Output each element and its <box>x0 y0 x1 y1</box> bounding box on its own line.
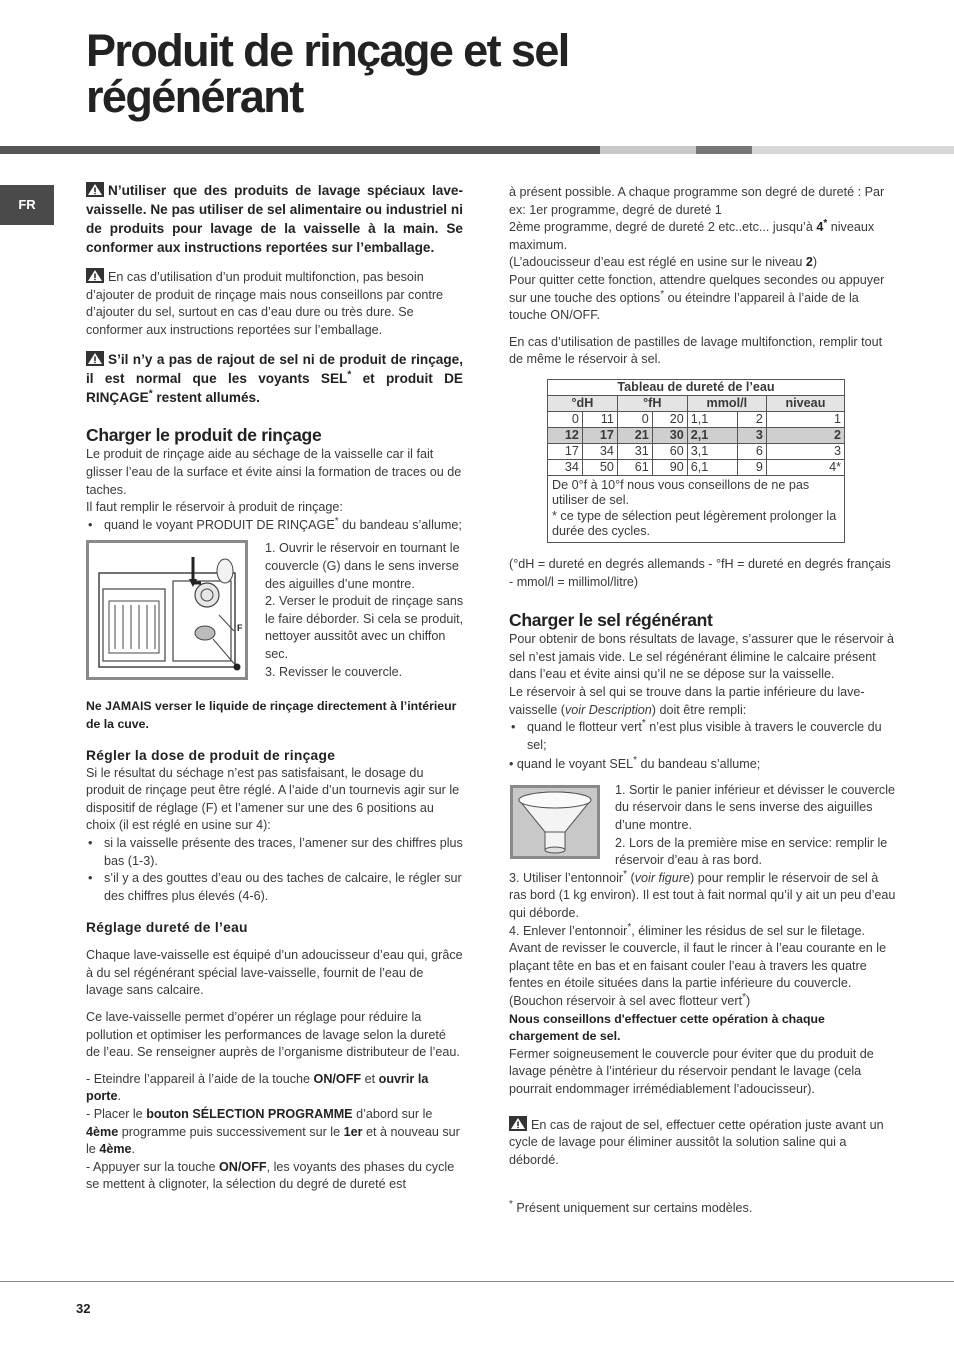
durete-step1 <box>86 1071 463 1106</box>
rinse-aid-illustration <box>89 543 245 677</box>
table-cell: 3,1 <box>687 443 737 459</box>
table-cell: 30 <box>652 427 687 443</box>
table-cell: 2 <box>738 411 767 427</box>
table-cell: 34 <box>582 443 617 459</box>
table-cell: 6 <box>738 443 767 459</box>
asterisk: * <box>660 288 665 300</box>
table-header: °dH <box>548 395 618 411</box>
page-number: 32 <box>76 1301 91 1316</box>
sel-p1: Pour obtenir de bons résultats de lavage, s’assurer que le réservoir à sel n’est jamais vide. Le sel régénérant élimine le calcaire présent dans l’eau et évite ainsi qu’il ne se dépose sur la vaisselle. <box>509 632 895 682</box>
footnote-text: Présent uniquement sur certains modèles. <box>516 1201 753 1216</box>
durete-cont4 <box>509 272 897 325</box>
dose-list <box>86 835 463 905</box>
warning-products <box>86 181 463 257</box>
asterisk: * <box>509 1199 513 1211</box>
warning-indicators-text-b: et produit DE RINÇAGE <box>86 371 463 406</box>
durete-cont5: En cas d’utilisation de pastilles de lavage multifonction, remplir tout de même le réservoir à sel. <box>509 334 883 367</box>
sel-s3-a: 3. Utiliser l’entonnoir <box>509 870 624 885</box>
sel-steps: 1. Sortir le panier inférieur et dévisser le couvercle du réservoir dans le sens inverse des aiguilles d’une montre. 2. Lors de la première mise en service: remplir le réservoir d’eau à ras bord. <box>615 782 895 868</box>
step3-b: ON/OFF <box>219 1159 267 1174</box>
table-cell: 1 <box>766 411 844 427</box>
cont3-c: ) <box>812 255 818 270</box>
sel-p2-b: voir Description <box>565 702 652 717</box>
sel-figure-row <box>509 782 897 870</box>
rincage-intro: Le produit de rinçage aide au séchage de la vaisselle car il fait glisser l’eau de la surface et évite ainsi la formation de traces ou de taches. <box>86 447 462 497</box>
table-row <box>548 427 845 443</box>
cont4-b: ou éteindre l’appareil à l’aide de la touche ON/OFF. <box>509 290 859 323</box>
step1-b: ON/OFF <box>313 1071 362 1086</box>
table-note: De 0°f à 10°f nous vous conseillons de ne pas utiliser de sel. * ce type de sélection peut légèrement prolonger la durée des cycles. <box>548 475 845 542</box>
asterisk: * <box>623 868 628 880</box>
step3-a: - Appuyer sur la touche <box>86 1159 220 1174</box>
list-item-text-a: quand le voyant PRODUIT DE RINÇAGE <box>104 517 335 532</box>
durete-cont1: à présent possible. A chaque programme son degré de dureté : Par ex: 1er programme, degré de dureté 1 <box>509 185 885 217</box>
step2-i: . <box>131 1142 136 1157</box>
step2-b: bouton SÉLECTION PROGRAMME <box>146 1107 353 1122</box>
step3-c: , les voyants des phases du cycle se mettent à clignoter, la sélection du degré de dureté est <box>86 1159 455 1192</box>
warning-icon <box>509 1116 527 1131</box>
sel-s4-a: 4. Enlever l’entonnoir <box>509 923 628 938</box>
sel-warning <box>509 1116 897 1170</box>
sel-advice: Nous conseillons d'effectuer cette opération à chaque chargement de sel. <box>509 1011 825 1044</box>
asterisk: * <box>633 755 638 767</box>
table-cell: 6,1 <box>687 459 737 475</box>
warning-products-text: N’utiliser que des produits de lavage spéciaux lave-vaisselle. Ne pas utiliser de sel alimentaire ou industriel ni de produits pour lavage de la vaisselle à la main. Se conformer aux instructions reportées sur l’emballage. <box>86 183 463 255</box>
table-cell: 4* <box>766 459 844 475</box>
warning-icon <box>86 268 104 283</box>
asterisk: * <box>641 717 646 729</box>
rincage-figure-row <box>86 540 463 702</box>
sel-s3-b: ( <box>627 870 635 885</box>
table-cell: 9 <box>738 459 767 475</box>
table-cell: 0 <box>548 411 583 427</box>
table-cell: 20 <box>652 411 687 427</box>
label-f: F <box>237 623 243 634</box>
step2-e: programme puis successivement sur le <box>118 1124 344 1139</box>
heading-dose: Régler la dose de produit de rinçage <box>86 747 336 763</box>
cont2-c: niveaux maximum. <box>509 220 875 252</box>
table-cell: 61 <box>617 459 652 475</box>
sel-b2-b: du bandeau s’allume; <box>637 757 761 772</box>
footer-rule <box>0 1281 954 1282</box>
sel-list <box>509 719 897 754</box>
rinse-aid-figure <box>86 540 248 680</box>
sel-warning-text: En cas de rajout de sel, effectuer cette opération juste avant un cycle de lavage pour éliminer aussitôt la solution saline qui a débordé. <box>509 1117 884 1167</box>
hardness-table <box>547 379 845 543</box>
asterisk: * <box>823 218 828 229</box>
sel-p2 <box>509 684 897 719</box>
table-header: °fH <box>617 395 687 411</box>
sel-s4-b: , éliminer les résidus de sel sur le filetage. Avant de revisser le couvercle, il faut le rincer à l’eau courante en le plaçant tête en bas et en faisant couler l’eau à travers les quatre fentes en étoile situées dans la partie inférieure du couvercle. (Bouchon réservoir à sel avec flotteur vert <box>509 923 887 1009</box>
cont3-b: 2 <box>805 255 813 270</box>
sel-b2-a: • quand le voyant SEL <box>509 757 634 772</box>
table-row <box>548 411 845 427</box>
asterisk: * <box>347 369 352 381</box>
right-column <box>509 184 897 1218</box>
table-cell: 21 <box>617 427 652 443</box>
step2-a: - Placer le <box>86 1107 147 1122</box>
table-cell: 11 <box>582 411 617 427</box>
warning-indicators-text-c: restent allumés. <box>152 390 260 406</box>
step2-h: 4ème <box>99 1142 132 1157</box>
table-cell: 0 <box>617 411 652 427</box>
table-cell: 31 <box>617 443 652 459</box>
sel-s3-d: ) pour remplir le réservoir de sel à ras bord (1 kg environ). Il est tout à fait normal qu’il y ait un peu d’eau qui déborde. <box>509 870 896 921</box>
funnel-illustration <box>513 788 597 856</box>
list-item-text-b: du bandeau s’allume; <box>338 517 462 532</box>
durete-cont2 <box>509 219 897 254</box>
rincage-steps: 1. Ouvrir le réservoir en tournant le couvercle (G) dans le sens inverse des aiguilles d’une montre. 2. Verser le produit de rinçage sans le faire déborder. Si cela se produit, nettoyer aussitôt avec un chiffon sec. 3. Revisser le couvercle. <box>265 541 464 679</box>
durete-p2: Ce lave-vaisselle permet d’opérer un réglage pour réduire la pollution et optimiser les performances de lavage selon la dureté de l’eau. Se renseigner auprès de l’organisme distributeur de l’eau. <box>86 1010 460 1060</box>
footnote <box>509 1200 897 1218</box>
table-cell: 2 <box>766 427 844 443</box>
sel-bullet-2 <box>509 756 897 774</box>
table-cell: 17 <box>582 427 617 443</box>
step2-c: d’abord sur le <box>352 1107 433 1122</box>
cont3-a: (L’adoucisseur d’eau est réglé en usine sur le niveau <box>509 255 806 270</box>
step1-e: . <box>117 1089 121 1104</box>
warning-indicators <box>86 350 463 407</box>
table-cell: 3 <box>738 427 767 443</box>
asterisk: * <box>148 388 153 400</box>
table-title: Tableau de dureté de l’eau <box>548 379 845 395</box>
title-rule <box>0 146 954 154</box>
sel-p2-c: ) doit être rempli: <box>651 702 747 717</box>
table-cell: 34 <box>548 459 583 475</box>
table-cell: 90 <box>652 459 687 475</box>
sel-s4-c: ) <box>746 994 751 1009</box>
table-cell: 50 <box>582 459 617 475</box>
step1-c: et <box>361 1071 379 1086</box>
table-cell: 1,1 <box>687 411 737 427</box>
table-cell: 60 <box>652 443 687 459</box>
sel-b1-b: n’est plus visible à travers le couvercle du sel; <box>527 720 882 752</box>
table-row <box>548 459 845 475</box>
sel-step3 <box>509 870 897 923</box>
sel-b1-a: quand le flotteur vert <box>527 720 642 735</box>
warning-icon <box>86 351 104 366</box>
step1-a: - Eteindre l’appareil à l’aide de la touche <box>86 1071 314 1086</box>
units-note: (°dH = dureté en degrés allemands - °fH = dureté en degrés français - mmol/l = millimol/litre) <box>509 556 891 589</box>
funnel-figure <box>510 785 600 859</box>
sel-close: Fermer soigneusement le couvercle pour éviter que du produit de lavage pénètre à l’intérieur du réservoir pendant le lavage (cela pourrait endommager irrémédiablement l’adoucisseur). <box>509 1046 874 1096</box>
asterisk: * <box>742 991 746 1003</box>
list-item <box>509 719 897 754</box>
sel-s3-c: voir figure <box>634 870 691 885</box>
language-badge: FR <box>0 185 54 225</box>
table-cell: 3 <box>766 443 844 459</box>
heading-durete: Réglage dureté de l’eau <box>86 920 248 936</box>
left-column <box>86 181 463 1194</box>
page-title: Produit de rinçage et sel régénérant <box>86 25 569 122</box>
dose-text: Si le résultat du séchage n’est pas satisfaisant, le dosage du produit de rinçage peut être réglé. A l’aide d’un tournevis agir sur le dispositif de réglage (F) et l’amener sur une des 6 positions au choix (il est réglé en usine sur 4): <box>86 765 460 833</box>
durete-cont3 <box>509 254 897 272</box>
cont4-a: Pour quitter cette fonction, attendre quelques secondes ou appuyer sur une touche des options <box>509 272 885 305</box>
list-item: • si la vaisselle présente des traces, l’amener sur des chiffres plus bas (1-3). <box>86 835 463 870</box>
rincage-never: Ne JAMAIS verser le liquide de rinçage directement à l’intérieur de la cuve. <box>86 699 457 731</box>
cont2-b: 4 <box>816 220 824 235</box>
table-cell: 2,1 <box>687 427 737 443</box>
durete-step3 <box>86 1159 463 1194</box>
step2-g: et à nouveau sur le <box>86 1124 460 1157</box>
heading-sel: Charger le sel régénérant <box>509 610 713 631</box>
step2-f: 1er <box>343 1124 363 1139</box>
table-cell: 12 <box>548 427 583 443</box>
heading-rincage: Charger le produit de rinçage <box>86 425 322 446</box>
step2-d: 4ème <box>86 1124 119 1139</box>
table-cell: 17 <box>548 443 583 459</box>
warning-icon <box>86 182 104 197</box>
list-item: • s’il y a des gouttes d’eau ou des taches de calcaire, le régler sur des chiffres plus élevés (4-6). <box>86 870 463 905</box>
table-header: mmol/l <box>687 395 766 411</box>
step1-d: ouvrir la porte <box>86 1071 429 1104</box>
table-header: niveau <box>766 395 844 411</box>
durete-p1: Chaque lave-vaisselle est équipé d’un adoucisseur d’eau qui, grâce à du sel régénérant spécial lave-vaisselle, fournit de l’eau de lavage sans calcaire. <box>86 948 463 998</box>
durete-step2 <box>86 1106 463 1159</box>
cont2-a: 2ème programme, degré de dureté 2 etc..etc... jusqu’à <box>509 220 817 235</box>
list-item <box>86 517 463 535</box>
asterisk: * <box>627 921 632 933</box>
rincage-list <box>86 517 463 535</box>
warning-multifunction <box>86 268 463 339</box>
sel-p2-a: Le réservoir à sel qui se trouve dans la partie inférieure du lave-vaisselle ( <box>509 684 865 717</box>
sel-step4 <box>509 923 897 1011</box>
warning-multifunction-text: En cas d’utilisation d’un produit multifonction, pas besoin d’ajouter de produit de rinçage mais nous conseillons par contre d’ajouter du sel, surtout en cas d’eau dure ou très dure. Se conformer aux instructions reportées sur l’emballage. <box>86 270 444 337</box>
asterisk: * <box>334 515 339 527</box>
rincage-fill: Il faut remplir le réservoir à produit de rinçage: <box>86 500 343 515</box>
warning-indicators-text-a: S’il n’y a pas de rajout de sel ni de produit de rinçage, il est normal que les voyants SEL <box>86 352 463 387</box>
table-row <box>548 443 845 459</box>
